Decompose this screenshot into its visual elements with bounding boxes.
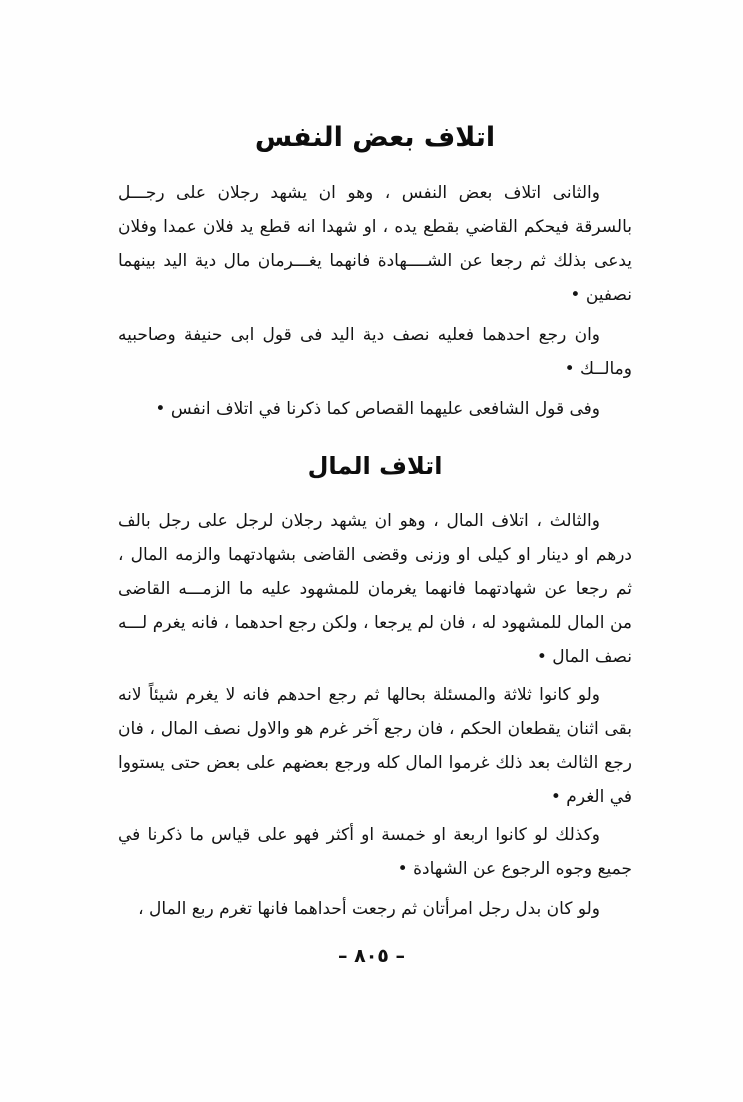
- paragraph: وفى قول الشافعى عليهما القصاص كما ذكرنا في اتلاف انفس •: [155, 399, 600, 419]
- section-title-destroying-part-of-soul: اتلاف بعض النفس: [254, 122, 496, 153]
- section-title-destroying-property: اتلاف المال: [307, 452, 443, 480]
- paragraph: وكذلك لو كانوا اربعة او خمسة او أكثر فهو على قياس ما ذكرنا في جميع وجوه الرجوع عن الشهادة •: [118, 825, 632, 879]
- paragraph: والثانى اتلاف بعض النفس ، وهو ان يشهد رجلان على رجـــل بالسرقة فيحكم القاضي بقطع يده ، او شهدا انه قطع يد فلان عمدا وفلان يدعى بذلك ثم رجعا عن الشــــهادة فانهما يغـــرمان مال دية اليد بينهما نصفين •: [118, 183, 632, 305]
- paragraph: ولو كانوا ثلاثة والمسئلة بحالها ثم رجع احدهم فانه لا يغرم شيئاً لانه بقى اثنان يقطعان الحكم ، فان رجع آخر غرم هو والاول نصف المال ، فان رجع الثالث بعد ذلك غرموا المال كله ورجع بعضهم على بعض حتى يستووا في الغرم •: [118, 685, 632, 807]
- paragraph: ولو كان بدل رجل امرأتان ثم رجعت أحداهما فانها تغرم ربع المال ،: [138, 899, 600, 919]
- paragraph: وان رجع احدهما فعليه نصف دية اليد فى قول ابى حنيفة وصاحبيه ومالــك •: [118, 325, 632, 379]
- page-number: – ٨٠٥ –: [337, 945, 406, 967]
- paragraph: والثالث ، اتلاف المال ، وهو ان يشهد رجلان لرجل على رجل بالف درهم او دينار او كيلى او وزنى وقضى القاضى بشهادتهما والزمه المال ، ثم رجعا عن شهادتهما فانهما يغرمان للمشهود عليه ما الزمـــه القاضى من المال للمشهود له ، فان لم يرجعا ، ولكن رجع احدهما ، فانه يغرم لـــه نصف المال •: [118, 511, 632, 667]
